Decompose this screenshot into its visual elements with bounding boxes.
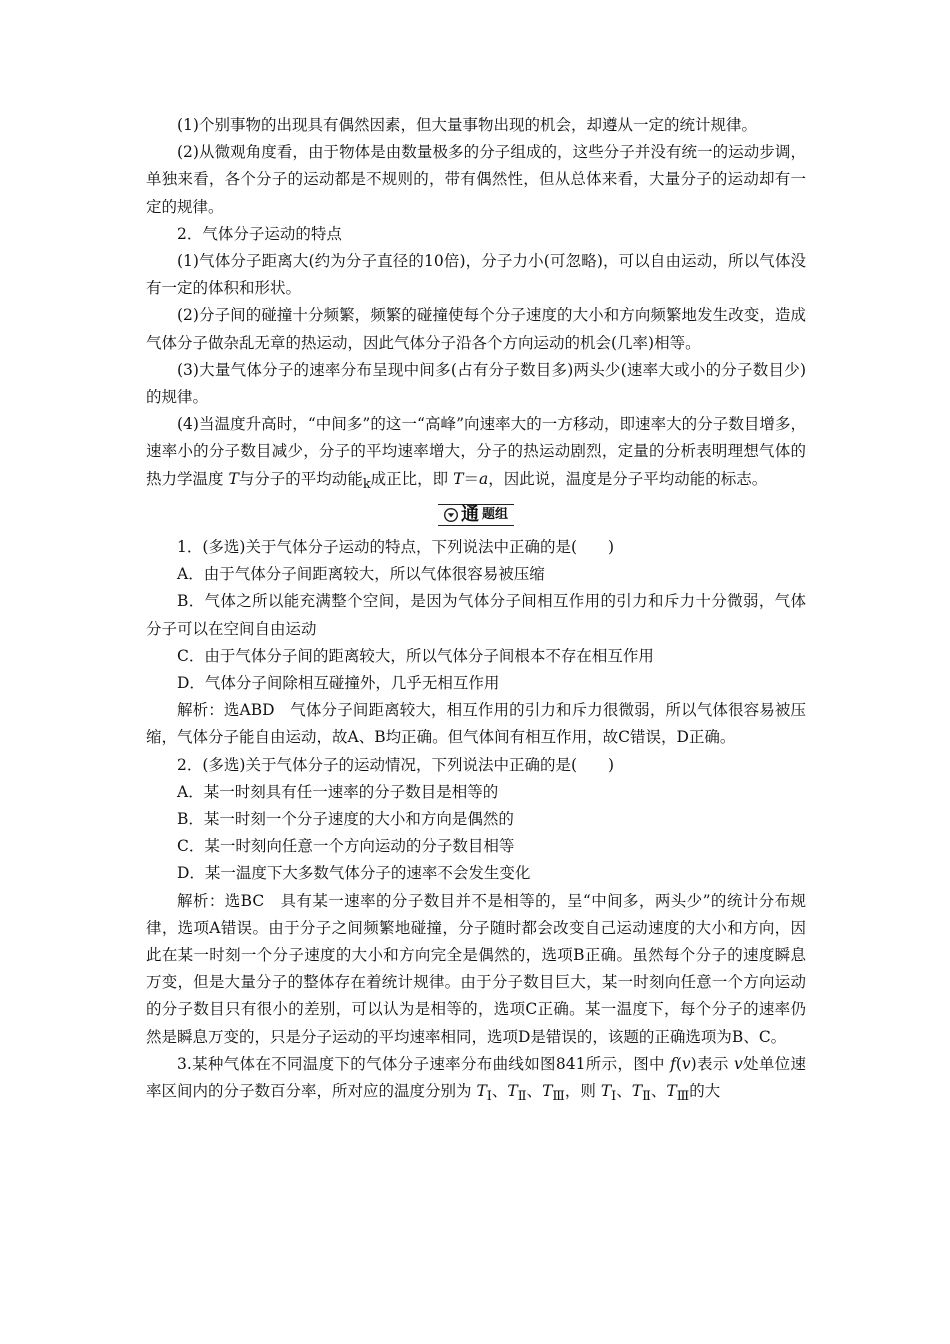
exercise-group-banner — [146, 504, 806, 530]
question-1-analysis: 解析：选ABD 气体分子间距离较大，相互作用的引力和斥力很微弱，所以气体很容易被压缩，气体分子能自由运动，故A、B均正确。但气体间有相互作用，故C错误，D正确。 — [146, 701, 806, 747]
banner-title: 通 — [460, 503, 479, 525]
question-2-stem: 2．(多选)关于气体分子的运动情况，下列说法中正确的是( ) — [177, 755, 615, 774]
question-2-option-d: D．某一温度下大多数气体分子的速率不会发生变化 — [177, 864, 531, 883]
question-2-option-c: C．某一时刻向任意一个方向运动的分子数目相等 — [177, 837, 515, 856]
document-page — [146, 112, 806, 1110]
question-1-option-d: D．气体分子间除相互碰撞外，几乎无相互作用 — [177, 673, 500, 692]
question-2-option-b: B．某一时刻一个分子速度的大小和方向是偶然的 — [177, 809, 514, 828]
question-1-option-a: A．由于气体分子间距离较大，所以气体很容易被压缩 — [177, 565, 545, 584]
question-1-option-c: C．由于气体分子间的距离较大，所以气体分子间根本不存在相互作用 — [177, 646, 654, 665]
feature-2: (2)分子间的碰撞十分频繁，频繁的碰撞使每个分子速度的大小和方向频繁地发生改变，造成气体分子做杂乱无章的热运动，因此气体分子沿各个方向运动的机会(几率)相等。 — [146, 306, 806, 352]
feature-3: (3)大量气体分子的速率分布呈现中间多(占有分子数目多)两头少(速率大或小的分子数目少)的规律。 — [146, 360, 806, 407]
question-2-option-a: A．某一时刻具有任一速率的分子数目是相等的 — [177, 782, 499, 801]
banner-subtitle: 题组 — [481, 506, 508, 522]
feature-1: (1)气体分子距离大(约为分子直径的10倍)，分子力小(可忽略)，可以自由运动，所以气体没有一定的体积和形状。 — [146, 252, 806, 298]
question-1-option-b: B．气体之所以能充满整个空间，是因为气体分子间相互作用的引力和斥力十分微弱，气体分子可以在空间自由运动 — [146, 592, 806, 638]
section-heading: 2．气体分子运动的特点 — [177, 224, 342, 243]
paragraph-statistics-2: (2)从微观角度看，由于物体是由数量极多的分子组成的，这些分子并没有统一的运动步调，单独来看，各个分子的运动都是不规则的，带有偶然性，但从总体来看，大量分子的运动却有一定的规律。 — [146, 143, 806, 216]
question-3-stem: 3.某种气体在不同温度下的气体分子速率分布曲线如图841所示，图中 f(v)表示 v处单位速率区间内的分子数百分率，所对应的温度分别为 $T_Ⅰ$、$T_Ⅱ$、$T_Ⅲ$，则 $T_Ⅰ$、$T_Ⅱ$、$T_Ⅲ$的大 — [146, 1054, 806, 1105]
feature-4: (4)当温度升高时，“中间多”的这一“高峰”向速率大的一方移动，即速率大的分子数目增多，速率小的分子数目减少，分子的平均速率增大，分子的热运动剧烈，定量的分析表明理想气体的热力学温度 T与分子的平均动能$_k$成正比，即 T＝a，因此说，温度是分子平均动能的标志。 — [146, 415, 806, 492]
question-2-analysis: 解析：选BC 具有某一速率的分子数目并不是相等的，呈“中间多，两头少”的统计分布规律，选项A错误。由于分子之间频繁地碰撞，分子随时都会改变自己运动速度的大小和方向，因此在某一时刻一个分子速度的大小和方向完全是偶然的，选项B正确。虽然每个分子的速度瞬息万变，但是大量分子的整体存在着统计规律。由于分子数目巨大，某一时刻向任意一个方向运动的分子数目只有很小的差别，可以认为是相等的，选项C正确。某一温度下，每个分子的速率仍然是瞬息万变的，只是分子运动的平均速率相同，选项D是错误的，该题的正确选项为B、C。 — [146, 891, 806, 1046]
paragraph-statistics-1: (1)个别事物的出现具有偶然因素，但大量事物出现的机会，却遵从一定的统计规律。 — [177, 116, 757, 134]
question-1-stem: 1．(多选)关于气体分子运动的特点，下列说法中正确的是( ) — [177, 537, 615, 556]
down-arrow-circle-icon — [444, 508, 458, 522]
